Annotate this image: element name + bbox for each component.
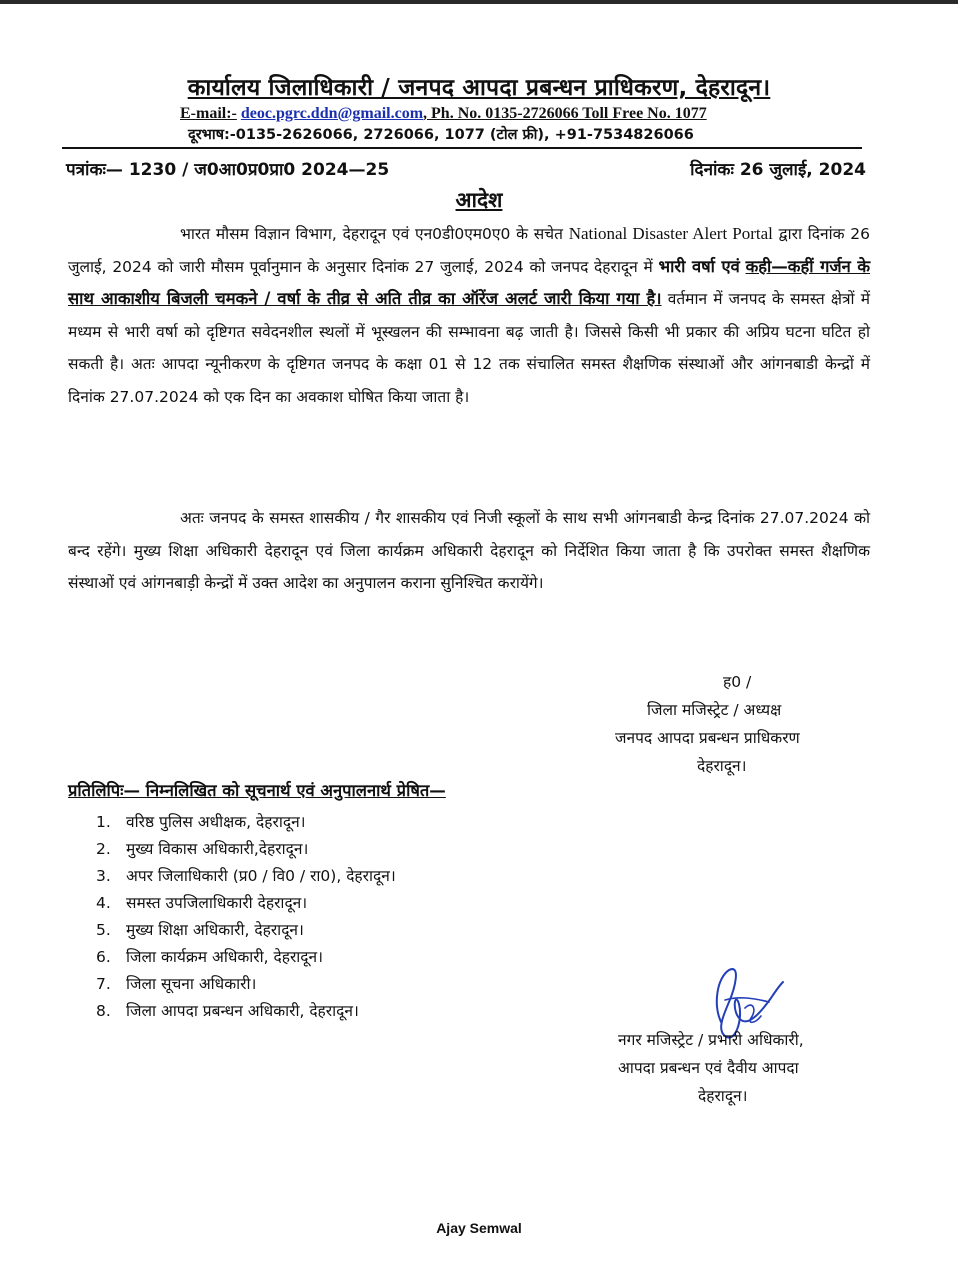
top-border: [0, 0, 958, 4]
p1-forecast: द्वारा दिनांक 26 जुलाई, 2024 को जारी मौसम पूर्वानुमान के अनुसार दिनांक 27 जुलाई, 2024 को जनपद देहरादून में: [68, 225, 870, 276]
district-magistrate-signature-block: [615, 668, 855, 780]
list-item-text: समस्त उपजिलाधिकारी देहरादून।: [126, 894, 308, 912]
list-item: [96, 836, 396, 863]
list-item-number: 8.: [96, 1002, 111, 1020]
list-item: [96, 971, 396, 998]
p1-intro: भारत मौसम विज्ञान विभाग, देहरादून एवं एन0डी0एम0ए0 के सचेत: [180, 225, 563, 243]
order-paragraph-2: [68, 502, 870, 600]
list-item-number: 4.: [96, 894, 111, 912]
order-paragraph-1: [68, 218, 870, 413]
list-item-text: मुख्य शिक्षा अधिकारी, देहरादून।: [126, 921, 304, 939]
list-item-number: 2.: [96, 840, 111, 858]
list-item-text: मुख्य विकास अधिकारी,देहरादून।: [126, 840, 309, 858]
email-label: E-mail:-: [180, 105, 237, 122]
list-item-number: 3.: [96, 867, 111, 885]
signatory-authority: जनपद आपदा प्रबन्धन प्राधिकरण: [615, 729, 800, 747]
p1-holiday-declaration: वर्तमान में जनपद के समस्त क्षेत्रों में मध्यम से भारी वर्षा को दृष्टिगत सवेदनशील स्थलों में भूस्खलन की सम्भावना बढ़ जाती है। जिससे किसी भी प्रकार की अप्रिय घटना घटित हो सकती है। अतः आपदा न्यूनीकरण के दृष्टिगत जनपद के कक्षा 01 से 12 तक संचालित समस्त शैक्षणिक संस्थाओं और आंगनबाडी केन्द्रों में दिनांक 27.07.2024 को एक दिन का अवकाश घोषित किया जाता है।: [68, 290, 870, 406]
office-title: कार्यालय जिलाधिकारी / जनपद आपदा प्रबन्धन प्राधिकरण, देहरादून।: [187, 75, 771, 101]
list-item-number: 5.: [96, 921, 111, 939]
list-item-number: 1.: [96, 813, 111, 831]
copy-to-heading: प्रतिलिपिः— निम्नलिखित को सूचनार्थ एवं अनुपालनार्थ प्रेषित—: [68, 781, 446, 800]
reference-date: दिनांकः 26 जुलाई, 2024: [690, 160, 866, 180]
contact-line-email: [180, 105, 707, 123]
signatory2-place: देहरादून।: [698, 1087, 748, 1105]
signatory-designation: जिला मजिस्ट्रेट / अध्यक्ष: [647, 701, 782, 719]
p1-orange-alert: कही—कहीं गर्जन के साथ आकाशीय बिजली चमकने / वर्षा के तीव्र से अति तीव्र का ऑरेंज अलर्ट जारी किया गया है।: [68, 256, 871, 308]
signatory-place: देहरादून।: [697, 757, 747, 775]
p2-text: अतः जनपद के समस्त शासकीय / गैर शासकीय एवं निजी स्कूलों के साथ सभी आंगनबाडी केन्द्र दिनांक 27.07.2024 को बन्द रहेंगे। मुख्य शिक्षा अधिकारी देहरादून एवं जिला कार्यक्रम अधिकारी देहरादून को निर्देशित किया जाता है कि उपरोक्त समस्त शैक्षणिक संस्थाओं एवं आंगनबाड़ी केन्द्रों में उक्त आदेश का अनुपालन कराना सुनिश्चित करायेंगे।: [68, 509, 870, 592]
order-heading: आदेश: [455, 188, 503, 212]
city-magistrate-signature-block: [618, 1026, 868, 1110]
signatory2-department: आपदा प्रबन्धन एवं दैवीय आपदा: [618, 1059, 799, 1077]
header-divider: [62, 147, 862, 149]
list-item-number: 7.: [96, 975, 111, 993]
contact-line-phone: दूरभाष:-0135-2626066, 2726066, 1077 (टोल फ्री), +91-7534826066: [188, 127, 694, 143]
footer-name: Ajay Semwal: [436, 1220, 522, 1236]
list-item-text: अपर जिलाधिकारी (प्र0 / वि0 / रा0), देहरादून।: [126, 867, 396, 885]
reference-number: पत्रांकः— 1230 / ज0आ0प्र0प्रा0 2024—25: [66, 160, 390, 180]
signatory2-designation: नगर मजिस्ट्रेट / प्रभारी अधिकारी,: [618, 1031, 804, 1049]
list-item: [96, 863, 396, 890]
list-item: [96, 944, 396, 971]
phone-text: , Ph. No. 0135-2726066 Toll Free No. 1077: [423, 105, 707, 122]
p1-heavy-rain: भारी वर्षा एवं: [658, 256, 740, 276]
list-item-number: 6.: [96, 948, 111, 966]
p1-portal-name: National Disaster Alert Portal: [568, 224, 773, 243]
list-item-text: वरिष्ठ पुलिस अधीक्षक, देहरादून।: [126, 813, 306, 831]
list-item: [96, 890, 396, 917]
list-item-text: जिला कार्यक्रम अधिकारी, देहरादून।: [126, 948, 324, 966]
list-item-text: जिला सूचना अधिकारी।: [126, 975, 257, 993]
list-item: [96, 809, 396, 836]
list-item: [96, 998, 396, 1025]
email-link[interactable]: deoc.pgrc.ddn@gmail.com: [240, 105, 424, 122]
list-item: [96, 917, 396, 944]
list-item-text: जिला आपदा प्रबन्धन अधिकारी, देहरादून।: [126, 1002, 359, 1020]
copy-to-list: [96, 809, 396, 1025]
signed-mark: ह0 /: [723, 673, 752, 691]
